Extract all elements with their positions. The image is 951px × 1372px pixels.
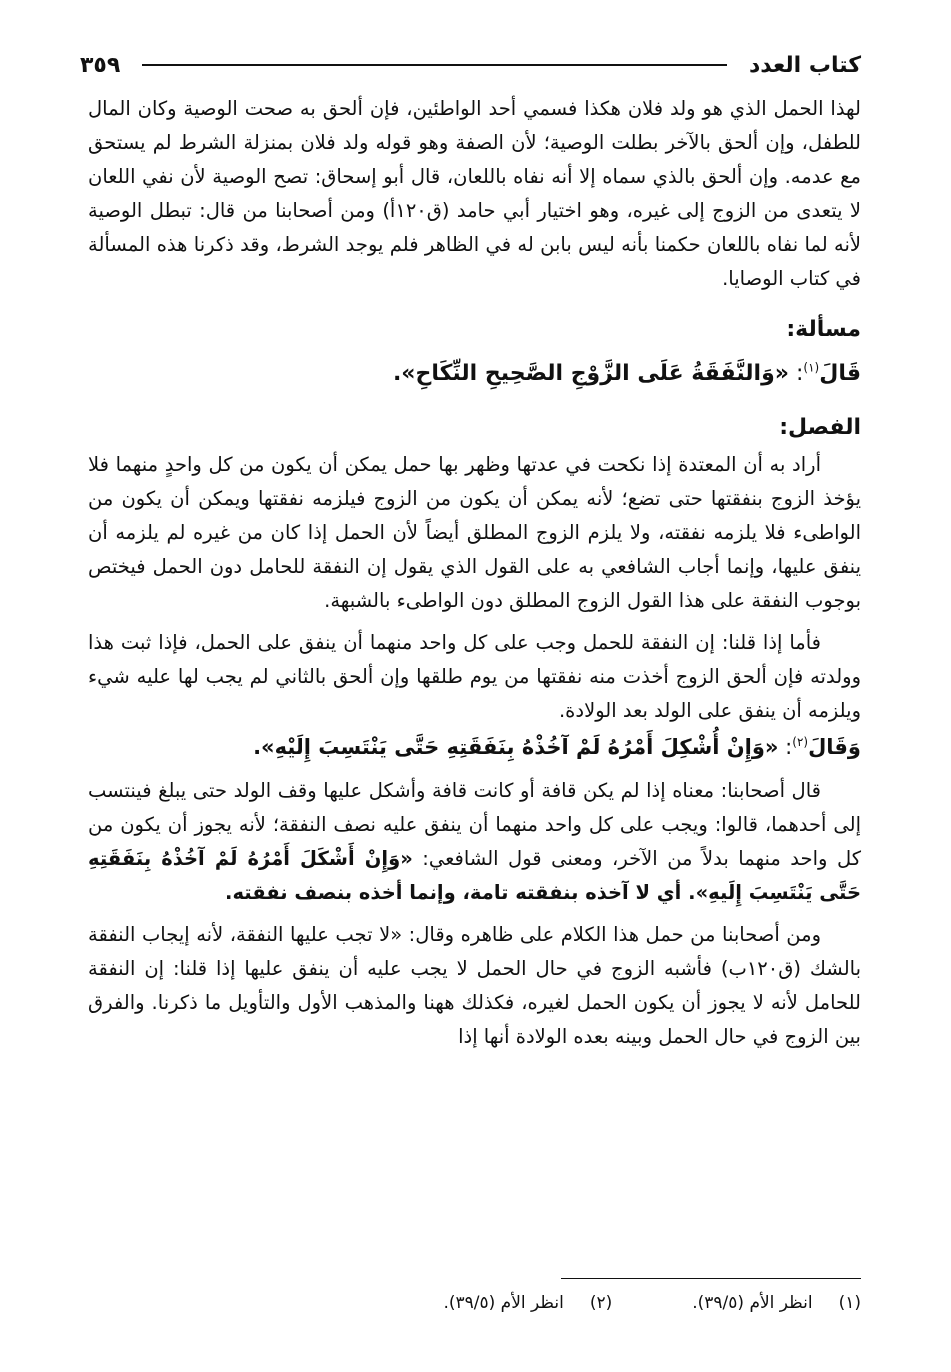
book-title: كتاب العدد xyxy=(748,52,861,78)
paragraph-1: لهذا الحمل الذي هو ولد فلان هكذا فسمي أحد الواطئين، فإن ألحق به صحت الوصية وكان المال للطفل، وإن ألحق بالآخر بطلت الوصية؛ لأن الصفة وهو قوله ولد فلان بمنزلة الشرط لم يستحق مع عدمه. وإن ألحق بالذي سماه إلا أنه نفاه باللعان، قال أبو إسحاق: تصح الوصية لأن نفي اللعان لا يتعدى من الزوج إلى غيره، وهو اختيار أبي حامد (ق١٢٠أ) ومن أصحابنا من قال: تبطل الوصية لأنه لما نفاه باللعان حكمنا بأنه ليس بابن له في الظاهر فلم يوجد الشرط، وقد ذكرنا هذه المسألة في كتاب الوصايا. xyxy=(88,97,861,290)
page-number: ٣٥٩ xyxy=(80,52,121,78)
paragraph-4-quote: «وَإِنْ أَشْكَلَ أَمْرُهُ لَمْ آخُذْهُ بِنَفَقَتِهِ حَتَّى يَنْتَسِبَ إِلَيهِ». xyxy=(88,847,861,904)
footnote-2 xyxy=(443,1288,612,1318)
paragraph-3: فأما إذا قلنا: إن النفقة للحمل وجب على كل واحد منهما أن ينفق على الحمل، فإذا ثبت هذا وولدته فإن ألحق الزوج أخذت منه نفقتها من يوم طلقها وإن ألحق بالثاني لم يجب لها عليه شيء ويلزمه أن ينفق على الولد بعد الولادة. xyxy=(88,631,861,722)
quote-2-sep: : xyxy=(778,735,793,759)
quote-2-text: «وَإِنْ أُشْكِلَ أَمْرُهُ لَمْ آخُذْهُ بِنَفَقَتِهِ حَتَّى يَنْتَسِبَ إِلَيْهِ». xyxy=(253,735,779,759)
quote-1-sep: : xyxy=(789,361,804,386)
paragraph-4 xyxy=(88,774,861,910)
quote-2-lead: وَقَالَ xyxy=(808,735,861,759)
footnote-1-text: انظر الأم (٣٩/٥). xyxy=(692,1293,813,1313)
quote-1 xyxy=(88,354,861,394)
heading-fasl: الفصل: xyxy=(779,415,861,440)
paragraph-4-plain: قال أصحابنا: معناه إذا لم يكن قافة أو كانت قافة وأشكل عليها وقف الولد حتى يبلغ فينتسب إلى أحدهما، قالوا: ويجب على كل واحد منهما أن ينفق عليه نصف النفقة؛ لأنه يجوز أن يكون من كل واحد منهما بدلاً من الآخر، ومعنى قول الشافعي: xyxy=(88,779,861,870)
footnote-1 xyxy=(692,1288,861,1318)
heading-masala: مسألة: xyxy=(786,317,861,342)
footnote-ref-2[interactable]: (٢) xyxy=(792,735,809,749)
header-rule xyxy=(142,64,727,66)
paragraph-2: أراد به أن المعتدة إذا نكحت في عدتها وظهر بها حمل يمكن أن يكون من كل واحدٍ منهما فلا يؤخذ الزوج بنفقتها حتى تضع؛ لأنه يمكن أن يكون من الزوج فيلزمه نفقتها ويمكن أن يكون من الواطىء فلا يلزمه نفقته، ولا يلزم الزوج المطلق أيضاً لأن الحمل إذا كان من غيره لم يلزمه أن ينفق عليها، وإنما أجاب الشافعي به على القول الذي يقول إن النفقة للحامل دون الحمل فيختص بوجوب النفقة على هذا القول الزوج المطلق دون الواطىء بالشبهة. xyxy=(88,453,861,612)
footnote-2-num: (٢) xyxy=(589,1293,613,1313)
footnote-rule xyxy=(561,1278,861,1279)
footnote-1-num: (١) xyxy=(838,1293,861,1313)
paragraph-5: ومن أصحابنا من حمل هذا الكلام على ظاهره وقال: «لا تجب عليها النفقة، لأنه إيجاب النفقة بالشك (ق١٢٠ب) فأشبه الزوج في حال الحمل لا يجب عليه أن ينفق عليها إذا قلنا: إن النفقة للحامل لأنه لا يجوز أن يكون الحمل لغيره، فكذلك ههنا والمذهب الأول والتأويل ما ذكرنا. والفرق بين الزوج في حال الحمل وبينه بعده الولادة أنها إذا xyxy=(88,923,862,1048)
quote-2 xyxy=(88,728,861,766)
page-body xyxy=(88,92,861,1054)
footnote-ref-1[interactable]: (١) xyxy=(803,360,820,375)
quote-1-lead: قَالَ xyxy=(819,361,861,386)
footnotes xyxy=(88,1288,861,1318)
running-header xyxy=(80,45,861,85)
footnote-2-text: انظر الأم (٣٩/٥). xyxy=(443,1293,564,1313)
paragraph-4-tail: أي لا آخذه بنفقته تامة، وإنما أخذه بنصف نفقته. xyxy=(225,881,689,904)
quote-1-text: «وَالنَّفَقَةُ عَلَى الزَّوْجِ الصَّحِيحِ النِّكَاحِ». xyxy=(392,361,789,386)
